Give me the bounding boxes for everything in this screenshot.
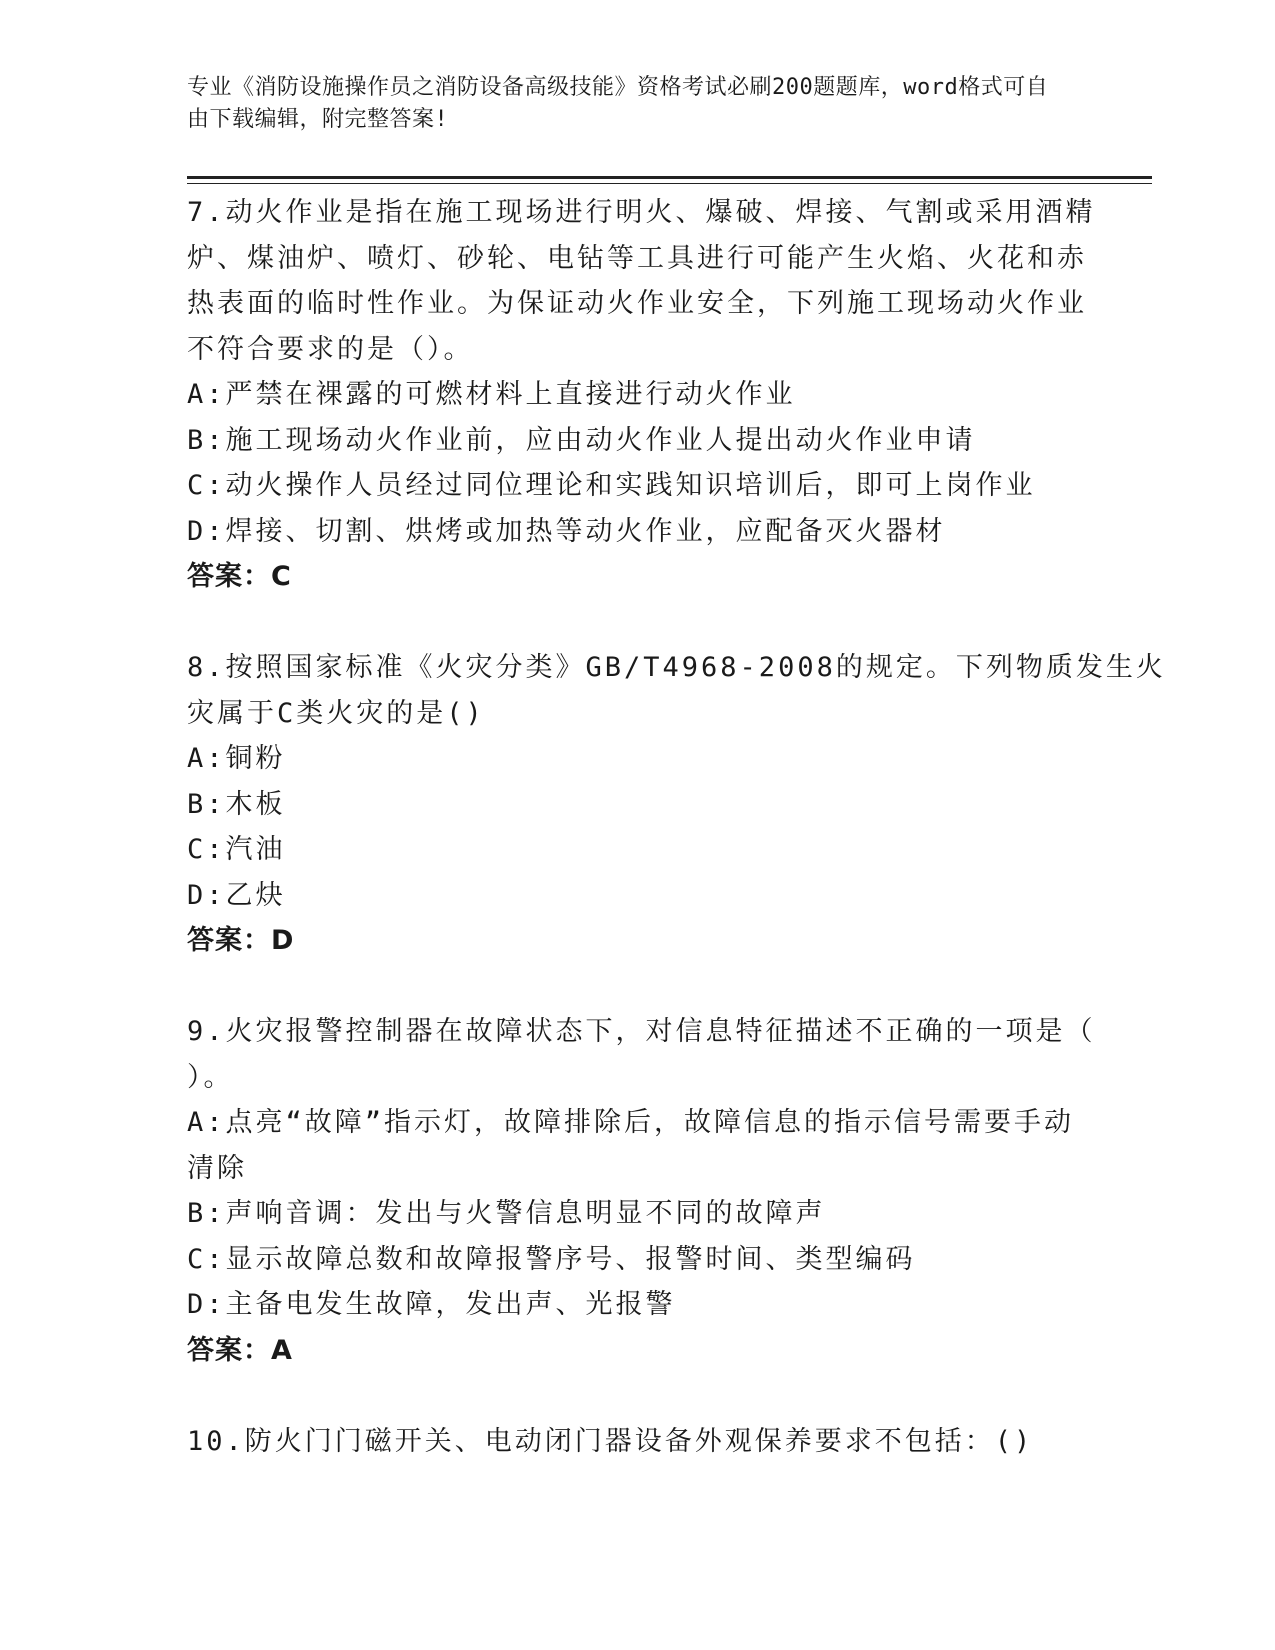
question-7 <box>187 190 1096 600</box>
question-text-line: 不符合要求的是（）。 <box>187 333 474 365</box>
question-9 <box>187 1009 1096 1373</box>
option-d: D:焊接、切割、烘烤或加热等动火作业，应配备灭火器材 <box>187 515 946 547</box>
question-text-line: 9.火灾报警控制器在故障状态下，对信息特征描述不正确的一项是（ <box>187 1016 1096 1047</box>
option-c: C:显示故障总数和故障报警序号、报警时间、类型编码 <box>187 1243 916 1275</box>
option-b: B:木板 <box>187 788 286 820</box>
option-b: B:施工现场动火作业前，应由动火作业人提出动火作业申请 <box>187 424 976 456</box>
option-d: D:乙炔 <box>187 879 286 911</box>
answer-label: 答案：C <box>187 561 292 592</box>
question-text-line: 8.按照国家标准《火灾分类》GB/T4968-2008的规定。下列物质发生火 <box>187 652 1166 683</box>
question-spacer <box>187 1373 1087 1419</box>
question-8 <box>187 645 1166 964</box>
option-c: C:汽油 <box>187 834 286 865</box>
option-a: A:铜粉 <box>187 743 286 774</box>
option-c: C:动火操作人员经过同位理论和实践知识培训后，即可上岗作业 <box>187 470 1036 501</box>
header-divider-thick <box>187 176 1152 179</box>
question-text-line: 10.防火门门磁开关、电动闭门器设备外观保养要求不包括：() <box>187 1425 1034 1457</box>
option-b: B:声响音调：发出与火警信息明显不同的故障声 <box>187 1198 826 1229</box>
question-text-line: 灾属于C类火灾的是() <box>187 697 485 729</box>
question-text-line: 7.动火作业是指在施工现场进行明火、爆破、焊接、气割或采用酒精 <box>187 197 1096 228</box>
question-spacer <box>187 600 1087 646</box>
answer-label: 答案：D <box>187 925 295 956</box>
question-text-line: 炉、煤油炉、喷灯、砂轮、电钻等工具进行可能产生火焰、火花和赤 <box>187 242 1087 274</box>
header-divider-thin <box>187 183 1152 184</box>
question-text-line: 热表面的临时性作业。为保证动火作业安全，下列施工现场动火作业 <box>187 288 1087 319</box>
option-a: A:严禁在裸露的可燃材料上直接进行动火作业 <box>187 379 796 410</box>
question-text-line: ）。 <box>187 1061 234 1093</box>
document-header: 专业《消防设施操作员之消防设备高级技能》资格考试必刷200题题库，word格式可自由下载编辑，附完整答案! <box>187 75 1049 132</box>
option-a-continued: 清除 <box>187 1152 247 1184</box>
question-list <box>187 190 1166 1464</box>
question-10 <box>187 1419 1087 1465</box>
option-a: A:点亮“故障”指示灯，故障排除后，故障信息的指示信号需要手动 <box>187 1107 1075 1138</box>
question-spacer <box>187 964 1087 1010</box>
answer-label: 答案：A <box>187 1334 293 1366</box>
option-d: D:主备电发生故障，发出声、光报警 <box>187 1289 676 1320</box>
